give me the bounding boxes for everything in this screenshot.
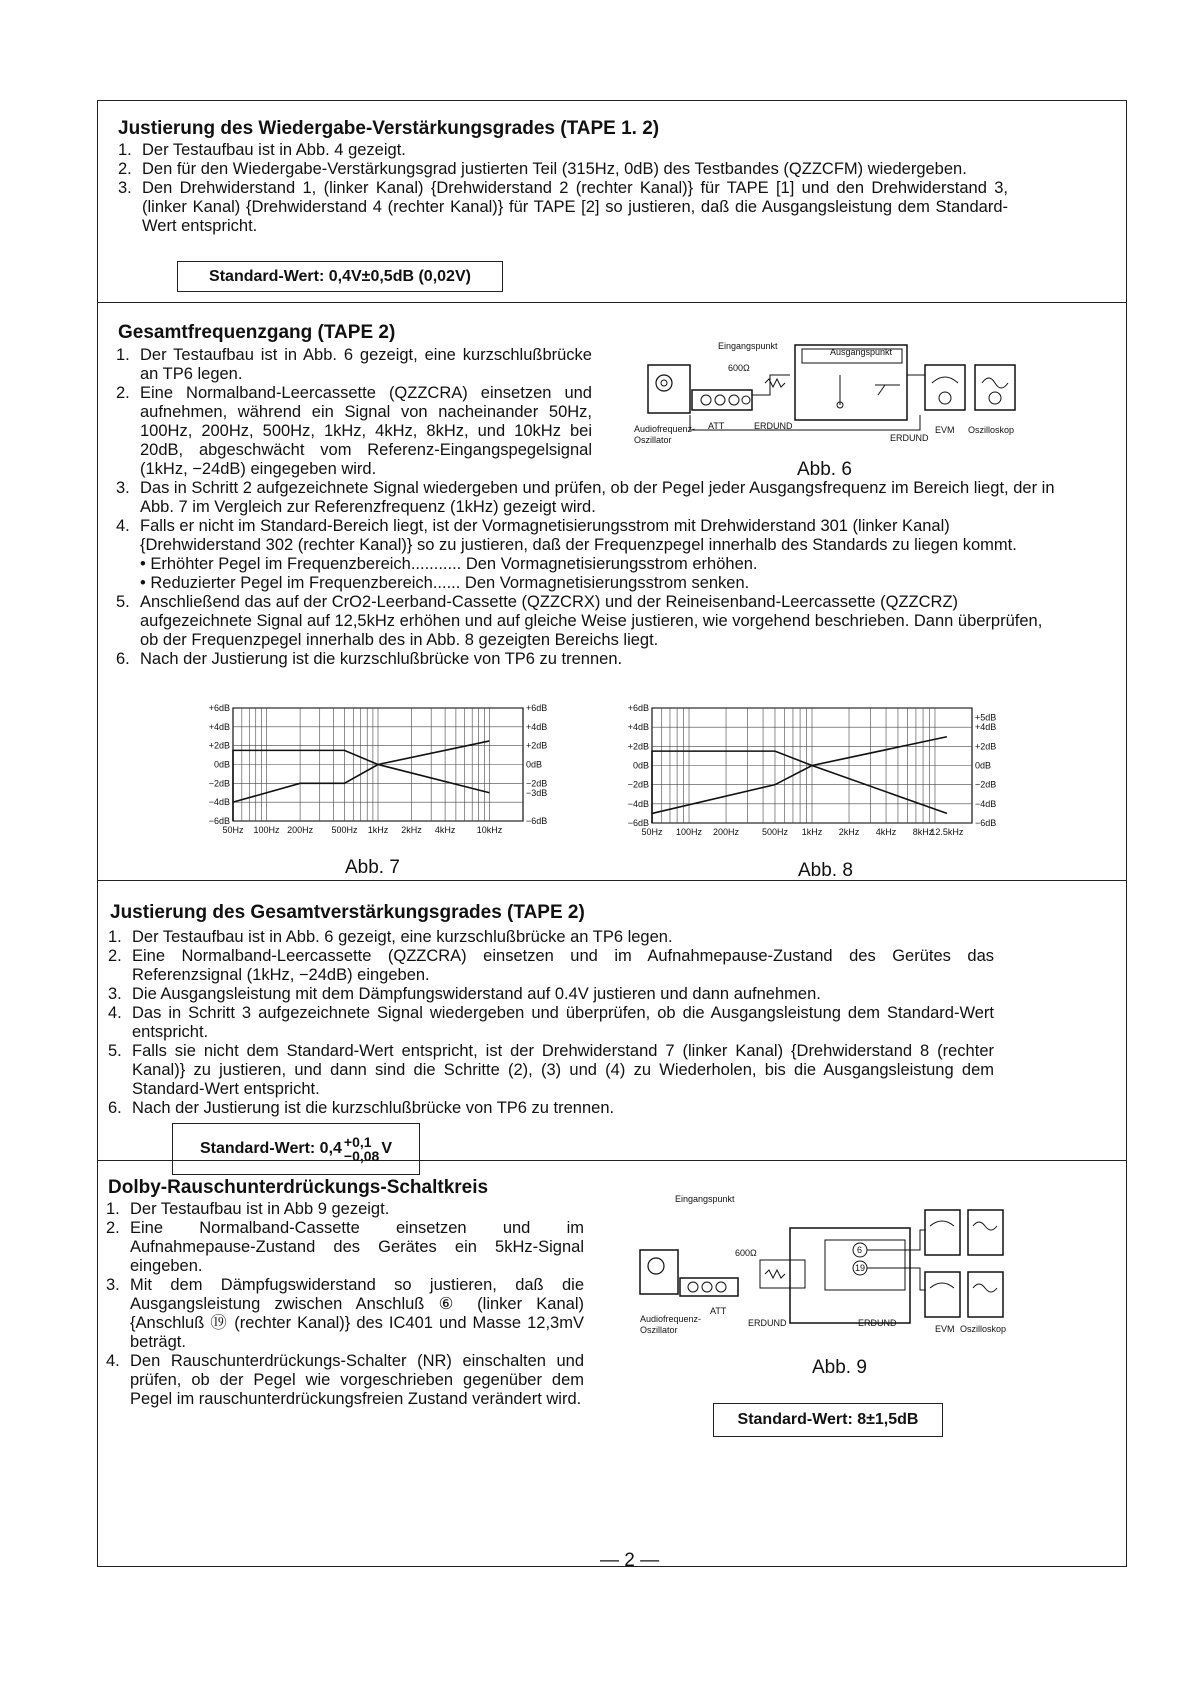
x-tick-label: 2kHz [401, 825, 422, 835]
x-tick-label: 1kHz [367, 825, 389, 835]
evm-meter-icon [925, 365, 965, 410]
label-att: ATT [710, 1306, 727, 1316]
standard-value-box: Standard-Wert: 0,4 +0,1 −0,08 V [172, 1123, 420, 1175]
list-item: 4. Den Rauschunterdrückungs-Schalter (NR) einschalten und prüfen, ob der Pegel wie vorgeschrieben gegenüber dem Pegel im rauschunterdrückungsfreien Zustand verändert wird. [106, 1352, 584, 1408]
y-tick-label-right: +2dB [526, 740, 548, 751]
list-item: 3. Den Drehwiderstand 1, (linker Kanal) {Drehwiderstand 2 (rechter Kanal)} für TAPE [1] und den Drehwiderstand 3, (linker Kanal) {Drehwiderstand 4 (rechter Kanal)} für TAPE [2] so justieren, daß die Ausgangsleistung dem Standard-Wert entspricht. [118, 179, 1008, 235]
list-item: 2. Den für den Wiedergabe-Verstärkungsgrad justierten Teil (315Hz, 0dB) des Testbandes (QZZCFM) wiedergeben. [118, 160, 967, 178]
label-erdund: ERDUND [858, 1318, 897, 1328]
list-item: 2. Eine Normalband-Leercassette (QZZCRA) einsetzen und aufnehmen, während ein Signal von nacheinander 50Hz, 100Hz, 200Hz, 500Hz, 1kHz, 4kHz, 8kHz, und 10kHz bei 20dB, abgeschwächt vom Referenz-Eingangspegelsignal (1kHz, −24dB) eingegeben wird. [116, 384, 592, 478]
list-item: 2. Eine Normalband-Leercassette (QZZCRA) einsetzen und im Aufnahmepause-Zustand des Gerütes das Referenzsignal (1kHz, −24dB) eingeben. [108, 947, 994, 984]
test-setup-diagram-abb9 [630, 1190, 1030, 1350]
y-tick-label-right: −4dB [975, 798, 997, 809]
y-tick-label-left: +2dB [208, 740, 230, 751]
label-600ohm: 600Ω [728, 363, 750, 373]
label-ausgangspunkt: Ausgangspunkt [830, 347, 893, 357]
label-oscillator-2: Oszillator [640, 1325, 678, 1335]
y-tick-label-left: −4dB [627, 798, 649, 809]
list-item: 4. Das in Schritt 3 aufgezeichnete Signal wiedergeben und überprüfen, ob die Ausgangsleistung dem Standard-Wert entspricht. [108, 1004, 994, 1041]
section1-list [118, 141, 1008, 236]
label-oszilloskop: Oszilloskop [968, 425, 1015, 435]
y-tick-label-left: −2dB [627, 779, 649, 790]
chart-abb7 [165, 700, 548, 860]
audio-oscillator-icon [640, 1250, 678, 1294]
list-item: 5. Falls sie nicht dem Standard-Wert entspricht, ist der Drehwiderstand 7 (linker Kanal) {Drehwiderstand 8 (rechter Kanal)} zu justieren, und dann sind die Schritte (2), (3) und (4) zu Wiederholen, bis die Ausgangsleistung dem Standard-Wert entspricht. [108, 1042, 994, 1098]
y-tick-label-left: 0dB [213, 759, 230, 770]
y-tick-label-left: −2dB [208, 778, 230, 789]
standard-value-box: Standard-Wert: 0,4V±0,5dB (0,02V) [177, 261, 503, 292]
evm-meter-icon [925, 1272, 960, 1317]
attenuator-icon [680, 1278, 738, 1296]
list-item: 3. Mit dem Dämpfugswiderstand so justieren, daß die Ausgangsleistung zwischen Anschluß ⑥ (linker Kanal) {Anschluß ⑲ (rechter Kanal)} des IC401 und Masse 12,3mV beträgt. [106, 1276, 584, 1351]
list-item: 1. Der Testaufbau ist in Abb. 4 gezeigt. [118, 141, 406, 159]
label-erdund: ERDUND [748, 1318, 787, 1328]
y-tick-label-right: +2dB [975, 741, 997, 752]
x-tick-label: 50Hz [641, 827, 663, 837]
y-tick-label-left: +4dB [627, 722, 649, 733]
bullet-increase: • Erhöhter Pegel im Frequenzbereich........... Den Vormagnetisierungsstrom erhöhen. [140, 555, 758, 573]
section1-heading: Justierung des Wiedergabe-Verstärkungsgrades (TAPE 1. 2) [118, 118, 660, 139]
x-tick-label: 12.5kHz [930, 827, 964, 837]
x-tick-label: 50Hz [222, 825, 244, 835]
list-item: 4. Falls er nicht im Standard-Bereich liegt, ist der Vormagnetisierungsstrom mit Drehwiderstand 301 (linker Kanal) {Drehwiderstand 302 (rechter Kanal)} so zu justieren, daß der Frequenzpegel innerhalb des Standards zu liegen kommt. • Erhöhter Pegel im Frequenzbereich........... Den Vormagnetisierungsstrom erhöhen. • Reduzierter Pegel im Frequenzbereich...... Den Vormagnetisierungsstrom senken. [116, 517, 1056, 593]
label-evm: EVM [935, 425, 955, 435]
page-number: — 2 — [600, 1550, 660, 1571]
x-tick-label: 200Hz [713, 827, 740, 837]
x-tick-label: 200Hz [287, 825, 314, 835]
test-setup-diagram-abb6 [630, 335, 1030, 450]
x-tick-label: 100Hz [253, 825, 280, 835]
figure-caption-abb8: Abb. 8 [798, 860, 853, 881]
x-tick-label: 1kHz [801, 827, 823, 837]
series-line [233, 741, 489, 821]
section-divider [97, 880, 1127, 881]
figure-caption-abb7: Abb. 7 [345, 857, 400, 878]
y-tick-label-right: −6dB [526, 816, 548, 826]
y-tick-label-right: −6dB [975, 818, 997, 828]
list-item: 6. Nach der Justierung ist die kurzschlußbrücke von TP6 zu trennen. [108, 1099, 615, 1117]
list-item: 6. Nach der Justierung ist die kurzschlußbrücke von TP6 zu trennen. [116, 650, 623, 668]
series-line [652, 737, 947, 823]
section2-list-bottom [116, 479, 1056, 669]
label-oscillator-1: Audiofrequenz- [634, 424, 696, 434]
label-att: ATT [708, 421, 725, 431]
section3-heading: Justierung des Gesamtverstärkungsgrades (TAPE 2) [110, 902, 585, 923]
device-under-test [790, 1228, 910, 1323]
section2-heading: Gesamtfrequenzgang (TAPE 2) [118, 322, 396, 343]
label-erdund: ERDUND [890, 433, 929, 443]
list-item: 1. Der Testaufbau ist in Abb 9 gezeigt. [106, 1200, 390, 1218]
y-tick-label-right: 0dB [526, 759, 543, 770]
section4-heading: Dolby-Rauschunterdrückungs-Schaltkreis [108, 1177, 489, 1198]
x-tick-label: 8kHz [912, 827, 934, 837]
y-tick-label-left: −4dB [208, 797, 230, 808]
section3-list [108, 928, 994, 1118]
x-tick-label: 4kHz [875, 827, 897, 837]
y-tick-label-left: −6dB [627, 818, 649, 828]
y-tick-label-left: +2dB [627, 741, 649, 752]
y-tick-label-left: +4dB [208, 721, 230, 732]
oscilloscope-icon [975, 365, 1015, 410]
evm-meter-icon [925, 1210, 960, 1255]
label-eingangspunkt: Eingangspunkt [718, 341, 778, 351]
list-item: 1. Der Testaufbau ist in Abb. 6 gezeigt, eine kurzschlußbrücke an TP6 legen. [108, 928, 673, 946]
list-item: 3. Das in Schritt 2 aufgezeichnete Signal wiedergeben und prüfen, ob der Pegel jeder Ausgangsfrequenz im Bereich liegt, der in Abb. 7 im Vergleich zur Referenzfrequenz (1kHz) gezeigt wird. [116, 479, 1055, 516]
y-tick-label-left: +6dB [627, 703, 649, 713]
label-600ohm: 600Ω [735, 1248, 757, 1258]
label-erdund: ERDUND [754, 421, 793, 431]
y-tick-label-right: −2dB [526, 778, 548, 789]
section4-list [106, 1200, 584, 1409]
y-tick-label-left: 0dB [632, 760, 649, 771]
section-divider [97, 302, 1127, 303]
oscilloscope-icon [968, 1272, 1003, 1317]
list-item: 5. Anschließend das auf der CrO2-Leerband-Cassette (QZZCRX) und der Reineisenband-Leercassette (QZZCRZ) aufgezeichnete Signal auf 12,5kHz erhöhen und auf gleiche Weise justieren, wie vorgehend beschrieben. Dann überprüfen, ob der Frequenzpegel innerhalb des in Abb. 8 gezeigten Bereichs liegt. [116, 593, 1043, 649]
x-tick-label: 10kHz [476, 825, 503, 835]
list-item: 2. Eine Normalband-Cassette einsetzen und im Aufnahmepause-Zustand des Gerätes ein 5kHz-Signal eingeben. [106, 1219, 584, 1275]
section2-list-top [116, 346, 592, 479]
x-tick-label: 500Hz [331, 825, 358, 835]
chart-abb8 [615, 700, 1015, 860]
y-tick-label-right: +4dB [526, 721, 548, 732]
y-tick-label-right: 0dB [975, 760, 992, 771]
y-tick-label-right: −2dB [975, 779, 997, 790]
y-tick-label-right: +4dB [975, 722, 997, 733]
standard-value-box: Standard-Wert: 8±1,5dB [713, 1403, 943, 1437]
label-oscillator-2: Oszillator [634, 435, 672, 445]
y-tick-label-right: +6dB [526, 703, 548, 713]
y-tick-label-right: −3dB [526, 787, 548, 798]
label-oszilloskop: Oszilloskop [960, 1324, 1007, 1334]
label-oscillator-1: Audiofrequenz- [640, 1314, 702, 1324]
list-item: 1. Der Testaufbau ist in Abb. 6 gezeigt, eine kurzschlußbrücke an TP6 legen. [116, 346, 592, 383]
figure-caption-abb9: Abb. 9 [812, 1357, 867, 1378]
series-line [652, 766, 947, 814]
x-tick-label: 4kHz [434, 825, 456, 835]
label-pin6: 6 [857, 1245, 863, 1255]
label-eingangspunkt: Eingangspunkt [675, 1194, 735, 1204]
y-tick-label-left: +6dB [208, 703, 230, 713]
y-tick-label-right: +5dB [975, 712, 997, 723]
x-tick-label: 100Hz [676, 827, 703, 837]
label-pin19: 19 [855, 1263, 866, 1273]
y-tick-label-left: −6dB [208, 816, 230, 826]
label-evm: EVM [935, 1324, 955, 1334]
list-item: 3. Die Ausgangsleistung mit dem Dämpfungswiderstand auf 0.4V justieren und dann aufnehmen. [108, 985, 821, 1003]
oscilloscope-icon [968, 1210, 1003, 1255]
x-tick-label: 2kHz [838, 827, 860, 837]
bullet-decrease: • Reduzierter Pegel im Frequenzbereich...... Den Vormagnetisierungsstrom senken. [140, 574, 750, 592]
figure-caption-abb6: Abb. 6 [797, 459, 852, 480]
x-tick-label: 500Hz [761, 827, 788, 837]
